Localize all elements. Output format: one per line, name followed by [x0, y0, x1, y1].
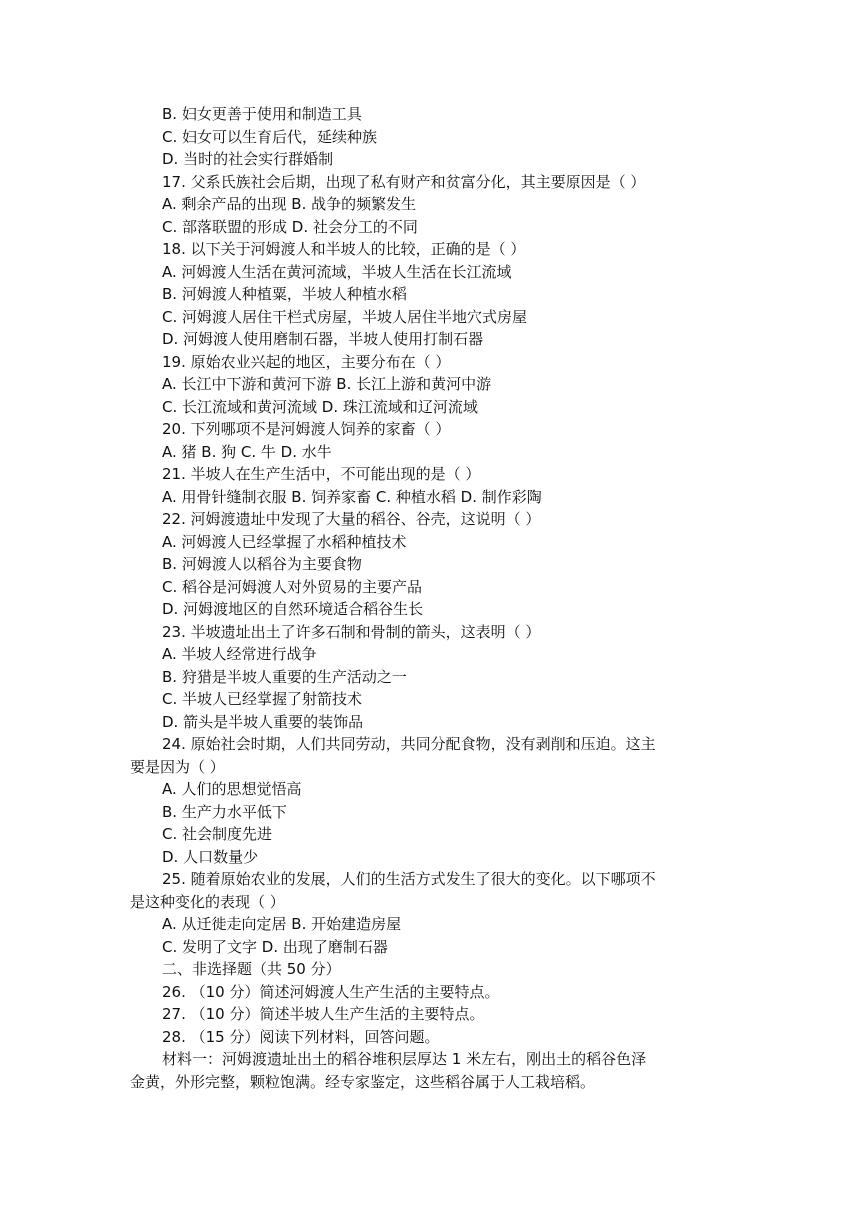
material-one-continuation: 金黄，外形完整，颗粒饱满。经专家鉴定，这些稻谷属于人工栽培稻。 — [130, 1072, 596, 1091]
question-20: 20. 下列哪项不是河姆渡人饲养的家畜（ ） — [162, 420, 451, 438]
question-19: 19. 原始农业兴起的地区，主要分布在（ ） — [162, 352, 451, 371]
question-17: 17. 父系氏族社会后期，出现了私有财产和贫富分化，其主要原因是（ ） — [162, 172, 646, 191]
option-line: A. 用骨针缝制衣服 B. 饲养家畜 C. 种植水稻 D. 制作彩陶 — [162, 487, 542, 506]
option-line: A. 从迁徙走向定居 B. 开始建造房屋 — [162, 915, 402, 933]
question-23: 23. 半坡遗址出土了许多石制和骨制的箭头，这表明（ ） — [162, 622, 541, 641]
option-line: C. 长江流域和黄河流域 D. 珠江流域和辽河流域 — [162, 397, 478, 416]
option-line: B. 河姆渡人种植粟，半坡人种植水稻 — [162, 285, 407, 303]
option-line: B. 妇女更善于使用和制造工具 — [162, 105, 362, 123]
question-24: 24. 原始社会时期，人们共同劳动，共同分配食物，没有剥削和压迫。这主 — [162, 735, 656, 753]
question-25-continuation: 是这种变化的表现（ ） — [130, 892, 285, 911]
question-24-continuation: 要是因为（ ） — [130, 757, 225, 776]
option-line: D. 箭头是半坡人重要的装饰品 — [162, 712, 364, 731]
option-line: A. 河姆渡人生活在黄河流域，半坡人生活在长江流域 — [162, 262, 512, 281]
option-line: A. 河姆渡人已经掌握了水稻种植技术 — [162, 532, 407, 551]
option-line: D. 河姆渡人使用磨制石器，半坡人使用打制石器 — [162, 330, 484, 348]
question-21: 21. 半坡人在生产生活中，不可能出现的是（ ） — [162, 465, 481, 483]
option-line: C. 妇女可以生育后代，延续种族 — [162, 127, 378, 146]
option-line: A. 半坡人经常进行战争 — [162, 645, 317, 663]
option-line: C. 河姆渡人居住干栏式房屋，半坡人居住半地穴式房屋 — [162, 307, 528, 326]
option-line: D. 河姆渡地区的自然环境适合稻谷生长 — [162, 600, 424, 618]
option-line: C. 发明了文字 D. 出现了磨制石器 — [162, 937, 388, 956]
option-line: A. 剩余产品的出现 B. 战争的频繁发生 — [162, 195, 417, 213]
option-line: C. 半坡人已经掌握了射箭技术 — [162, 690, 363, 708]
option-line: C. 社会制度先进 — [162, 825, 273, 843]
option-line: A. 长江中下游和黄河下游 B. 长江上游和黄河中游 — [162, 375, 492, 393]
question-26: 26. （10 分）简述河姆渡人生产生活的主要特点。 — [162, 982, 500, 1001]
option-line: D. 人口数量少 — [162, 847, 259, 866]
option-line: D. 当时的社会实行群婚制 — [162, 150, 334, 168]
material-one: 材料一：河姆渡遗址出土的稻谷堆积层厚达 1 米左右，刚出土的稻谷色泽 — [162, 1050, 647, 1068]
question-27: 27. （10 分）简述半坡人生产生活的主要特点。 — [162, 1005, 485, 1023]
question-text-block — [130, 103, 740, 1093]
option-line: C. 部落联盟的形成 D. 社会分工的不同 — [162, 217, 418, 236]
option-line: B. 狩猎是半坡人重要的生产活动之一 — [162, 667, 407, 686]
question-28: 28. （15 分）阅读下列材料，回答问题。 — [162, 1027, 440, 1046]
question-22: 22. 河姆渡遗址中发现了大量的稻谷、谷壳，这说明（ ） — [162, 510, 541, 528]
section-heading: 二、非选择题（共 50 分） — [162, 960, 341, 978]
option-line: B. 河姆渡人以稻谷为主要食物 — [162, 555, 362, 573]
question-25: 25. 随着原始农业的发展，人们的生活方式发生了很大的变化。以下哪项不 — [162, 870, 656, 888]
question-18: 18. 以下关于河姆渡人和半坡人的比较，正确的是（ ） — [162, 240, 526, 258]
option-line: A. 猪 B. 狗 C. 牛 D. 水牛 — [162, 442, 332, 461]
option-line: B. 生产力水平低下 — [162, 802, 287, 821]
option-line: C. 稻谷是河姆渡人对外贸易的主要产品 — [162, 577, 423, 596]
option-line: A. 人们的思想觉悟高 — [162, 780, 302, 798]
